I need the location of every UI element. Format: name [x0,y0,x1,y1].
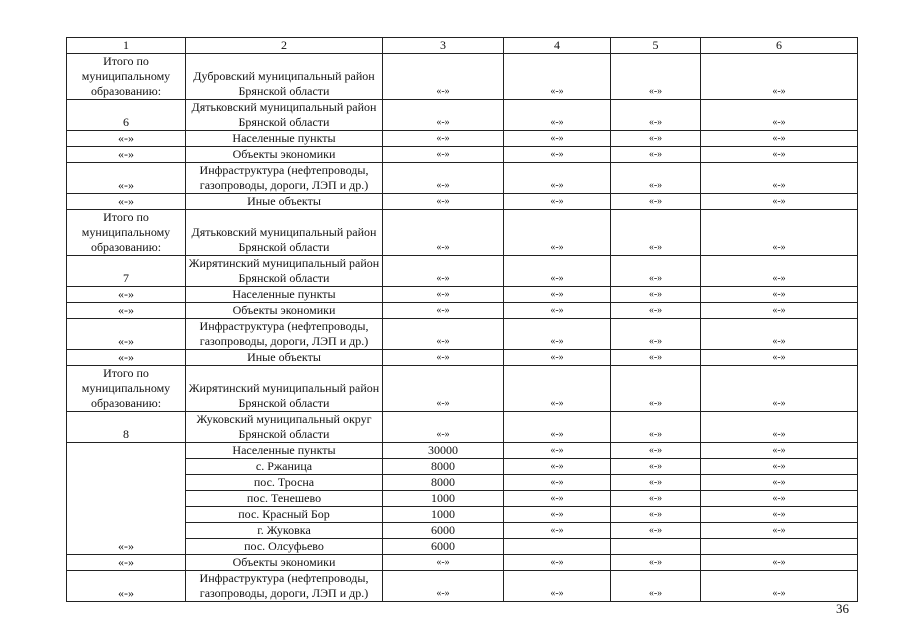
col4-cell: «-» [504,350,611,366]
row-name-cell: пос. Тросна [186,475,383,491]
col6-cell: «-» [701,412,858,443]
col6-cell: «-» [701,507,858,523]
col3-cell: «-» [383,194,504,210]
col5-cell: «-» [611,491,701,507]
col6-cell: «-» [701,523,858,539]
table-row [67,507,858,523]
col6-cell: «-» [701,100,858,131]
table-row [67,475,858,491]
row-name-cell: Жирятинский муниципальный район Брянской области [186,256,383,287]
table-row [67,539,858,555]
row-name-cell: Населенные пункты [186,131,383,147]
table-row [67,163,858,194]
col4-cell [504,539,611,555]
row-label-cell: «-» [67,555,186,571]
col3-cell: 8000 [383,459,504,475]
col3-cell: «-» [383,555,504,571]
col4-cell: «-» [504,366,611,412]
col4-cell: «-» [504,287,611,303]
col4-cell: «-» [504,412,611,443]
row-name-cell: Дубровский муниципальный район Брянской области [186,54,383,100]
col5-cell: «-» [611,163,701,194]
col5-cell: «-» [611,319,701,350]
col6-cell: «-» [701,210,858,256]
col3-cell: 6000 [383,539,504,555]
col3-cell: «-» [383,131,504,147]
row-name-cell: Жуковский муниципальный округ Брянской области [186,412,383,443]
col4-cell: «-» [504,571,611,602]
col3-cell: «-» [383,303,504,319]
col3-cell: «-» [383,319,504,350]
row-label-cell: 6 [67,100,186,131]
col3-cell: «-» [383,54,504,100]
row-name-cell: Жирятинский муниципальный район Брянской области [186,366,383,412]
col4-cell: «-» [504,459,611,475]
col6-cell: «-» [701,303,858,319]
col5-cell: «-» [611,194,701,210]
col5-cell: «-» [611,131,701,147]
row-name-cell: г. Жуковка [186,523,383,539]
col6-cell: «-» [701,194,858,210]
table-row [67,366,858,412]
row-label-cell: Итого по муниципальному образованию: [67,54,186,100]
col6-cell: «-» [701,366,858,412]
table-row [67,303,858,319]
col5-cell: «-» [611,507,701,523]
col6-cell: «-» [701,491,858,507]
row-name-cell: Инфраструктура (нефтепроводы, газопроводы, дороги, ЛЭП и др.) [186,571,383,602]
table-row [67,54,858,100]
row-name-cell: пос. Олсуфьево [186,539,383,555]
header-col-3: 3 [383,38,504,54]
row-name-cell: Иные объекты [186,350,383,366]
col4-cell: «-» [504,163,611,194]
table-row [67,412,858,443]
row-label-cell: 7 [67,256,186,287]
col5-cell: «-» [611,350,701,366]
col5-cell [611,539,701,555]
row-label-cell: «-» [67,443,186,555]
table-row [67,256,858,287]
row-label-cell: Итого по муниципальному образованию: [67,366,186,412]
col4-cell: «-» [504,147,611,163]
col6-cell [701,539,858,555]
page-number: 36 [836,601,849,616]
table-row [67,443,858,459]
table-header-row [67,38,858,54]
col4-cell: «-» [504,475,611,491]
col4-cell: «-» [504,507,611,523]
table-row [67,100,858,131]
col6-cell: «-» [701,350,858,366]
table-row [67,459,858,475]
row-label-cell: «-» [67,194,186,210]
col5-cell: «-» [611,366,701,412]
row-name-cell: Объекты экономики [186,303,383,319]
header-col-5: 5 [611,38,701,54]
col4-cell: «-» [504,131,611,147]
row-name-cell: пос. Тенешево [186,491,383,507]
col6-cell: «-» [701,54,858,100]
col5-cell: «-» [611,443,701,459]
col4-cell: «-» [504,256,611,287]
row-name-cell: Дятьковский муниципальный район Брянской области [186,100,383,131]
col6-cell: «-» [701,443,858,459]
row-label-cell: «-» [67,147,186,163]
col5-cell: «-» [611,475,701,491]
row-name-cell: Населенные пункты [186,443,383,459]
col5-cell: «-» [611,147,701,163]
table-row [67,319,858,350]
header-col-4: 4 [504,38,611,54]
col6-cell: «-» [701,131,858,147]
col5-cell: «-» [611,287,701,303]
row-label-cell: «-» [67,571,186,602]
col3-cell: 1000 [383,491,504,507]
row-label-cell: «-» [67,131,186,147]
col5-cell: «-» [611,100,701,131]
col5-cell: «-» [611,210,701,256]
row-label-cell: «-» [67,319,186,350]
col3-cell: 30000 [383,443,504,459]
row-name-cell: пос. Красный Бор [186,507,383,523]
row-label-cell: Итого по муниципальному образованию: [67,210,186,256]
col3-cell: «-» [383,350,504,366]
col6-cell: «-» [701,319,858,350]
col3-cell: «-» [383,210,504,256]
col6-cell: «-» [701,571,858,602]
col6-cell: «-» [701,163,858,194]
table-row [67,131,858,147]
col3-cell: «-» [383,366,504,412]
header-col-1: 1 [67,38,186,54]
col5-cell: «-» [611,412,701,443]
col4-cell: «-» [504,491,611,507]
table-body [67,38,858,602]
col3-cell: 1000 [383,507,504,523]
table-row [67,210,858,256]
document-table [66,37,858,602]
row-name-cell: с. Ржаница [186,459,383,475]
col4-cell: «-» [504,100,611,131]
row-name-cell: Инфраструктура (нефтепроводы, газопроводы, дороги, ЛЭП и др.) [186,163,383,194]
row-name-cell: Объекты экономики [186,147,383,163]
col5-cell: «-» [611,459,701,475]
col5-cell: «-» [611,555,701,571]
row-label-cell: «-» [67,287,186,303]
row-name-cell: Дятьковский муниципальный район Брянской области [186,210,383,256]
col5-cell: «-» [611,523,701,539]
col3-cell: 6000 [383,523,504,539]
row-name-cell: Иные объекты [186,194,383,210]
col4-cell: «-» [504,555,611,571]
col3-cell: «-» [383,256,504,287]
col6-cell: «-» [701,555,858,571]
header-col-2: 2 [186,38,383,54]
col6-cell: «-» [701,475,858,491]
col3-cell: «-» [383,287,504,303]
header-col-6: 6 [701,38,858,54]
col3-cell: «-» [383,571,504,602]
col4-cell: «-» [504,303,611,319]
col4-cell: «-» [504,523,611,539]
table-row [67,555,858,571]
row-name-cell: Объекты экономики [186,555,383,571]
row-name-cell: Населенные пункты [186,287,383,303]
col3-cell: «-» [383,147,504,163]
col3-cell: 8000 [383,475,504,491]
table-row [67,194,858,210]
table-row [67,523,858,539]
col5-cell: «-» [611,256,701,287]
col4-cell: «-» [504,319,611,350]
row-name-cell: Инфраструктура (нефтепроводы, газопроводы, дороги, ЛЭП и др.) [186,319,383,350]
col6-cell: «-» [701,256,858,287]
col6-cell: «-» [701,459,858,475]
table-row [67,147,858,163]
table-row [67,287,858,303]
col6-cell: «-» [701,147,858,163]
col3-cell: «-» [383,412,504,443]
col4-cell: «-» [504,54,611,100]
col5-cell: «-» [611,303,701,319]
col4-cell: «-» [504,210,611,256]
row-label-cell: «-» [67,303,186,319]
table-row [67,571,858,602]
row-label-cell: «-» [67,163,186,194]
row-label-cell: 8 [67,412,186,443]
col3-cell: «-» [383,163,504,194]
col3-cell: «-» [383,100,504,131]
col4-cell: «-» [504,194,611,210]
table-row [67,491,858,507]
col5-cell: «-» [611,571,701,602]
col4-cell: «-» [504,443,611,459]
col5-cell: «-» [611,54,701,100]
col6-cell: «-» [701,287,858,303]
row-label-cell: «-» [67,350,186,366]
table-row [67,350,858,366]
